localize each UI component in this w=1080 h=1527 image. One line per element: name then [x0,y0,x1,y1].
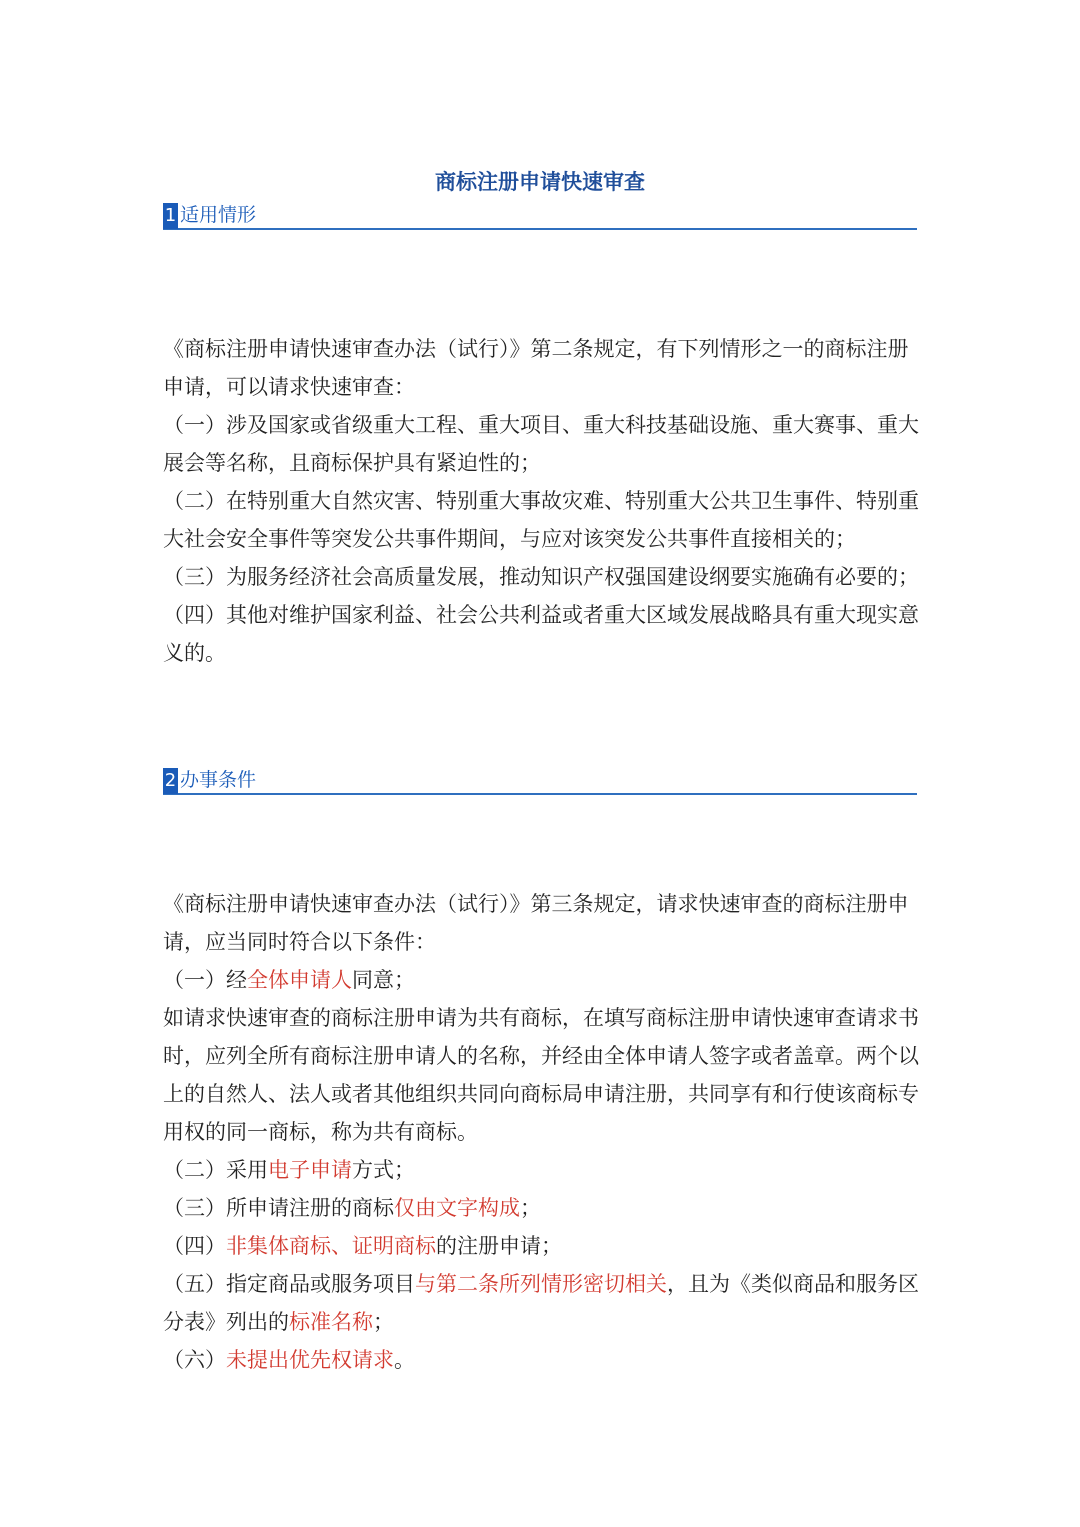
paragraph-intro: 《商标注册申请快速审查办法（试行）》第三条规定，请求快速审查的商标注册申请，应当同时符合以下条件： [163,892,909,954]
section-number-badge: 1 [163,203,178,229]
paragraph-intro: 《商标注册申请快速审查办法（试行）》第二条规定，有下列情形之一的商标注册申请，可以请求快速审查： [163,337,909,399]
emphasis-text: 全体申请人 [247,968,352,992]
list-item: （四）其他对维护国家利益、社会公共利益或者重大区域发展战略具有重大现实意义的。 [163,603,919,665]
section-heading-applicable-cases [163,198,917,230]
section-heading-label: 适用情形 [180,204,257,226]
paragraph-note: 如请求快速审查的商标注册申请为共有商标，在填写商标注册申请快速审查请求书时，应列全所有商标注册申请人的名称，并经由全体申请人签字或者盖章。两个以上的自然人、法人或者其他组织共同向商标局申请注册，共同享有和行使该商标专用权的同一商标，称为共有商标。 [163,1006,919,1144]
section-body-conditions [163,885,923,1379]
emphasis-text: 电子申请 [268,1158,352,1182]
emphasis-text: 与第二条所列情形密切相关 [415,1272,667,1296]
condition-item: （五）指定商品或服务项目与第二条所列情形密切相关，且为《类似商品和服务区分表》列出的标准名称； [163,1272,919,1334]
list-item: （三）为服务经济社会高质量发展，推动知识产权强国建设纲要实施确有必要的； [163,565,919,589]
condition-item: （三）所申请注册的商标仅由文字构成； [163,1196,541,1220]
section-heading-label: 办事条件 [180,769,257,791]
section-heading-conditions [163,763,917,795]
list-item: （二）在特别重大自然灾害、特别重大事故灾难、特别重大公共卫生事件、特别重大社会安全事件等突发公共事件期间，与应对该突发公共事件直接相关的； [163,489,919,551]
list-item: （一）涉及国家或省级重大工程、重大项目、重大科技基础设施、重大赛事、重大展会等名称，且商标保护具有紧迫性的； [163,413,919,475]
emphasis-text: 非集体商标、证明商标 [226,1234,436,1258]
emphasis-text: 未提出优先权请求 [226,1348,394,1372]
emphasis-text: 标准名称 [289,1310,373,1334]
section-number-badge: 2 [163,768,178,794]
condition-item: （四）非集体商标、证明商标的注册申请； [163,1234,562,1258]
emphasis-text: 仅由文字构成 [394,1196,520,1220]
condition-item: （六）未提出优先权请求。 [163,1348,415,1372]
document-title: 商标注册申请快速审查 [435,170,645,194]
condition-item: （二）采用电子申请方式； [163,1158,415,1182]
section-body-applicable-cases [163,330,923,672]
condition-item: （一）经全体申请人同意； [163,968,415,992]
